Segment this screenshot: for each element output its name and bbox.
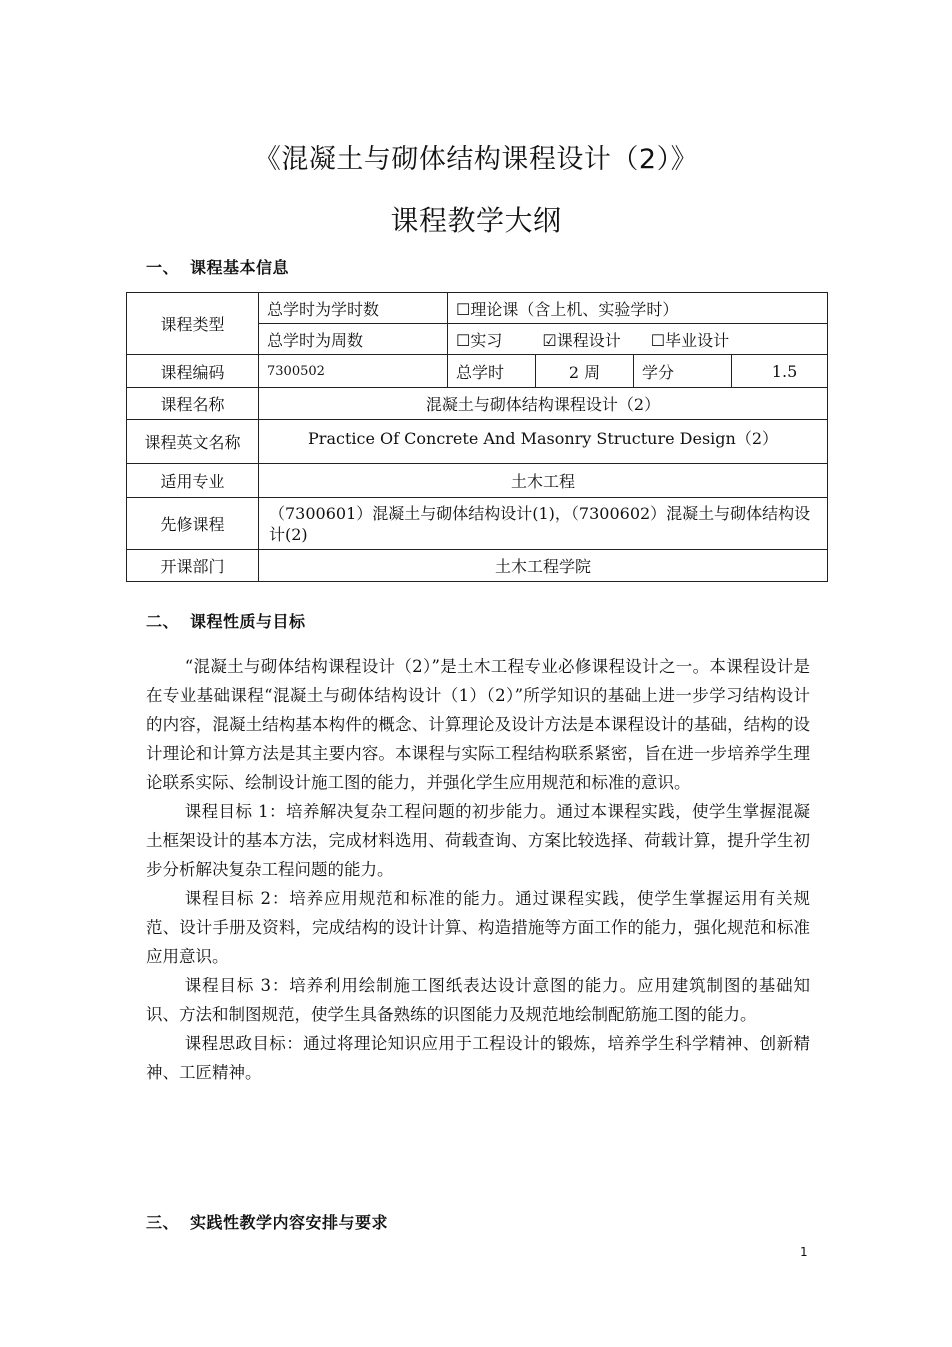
- section-title: 课程基本信息: [190, 258, 290, 277]
- course-type-label: 课程类型: [127, 293, 259, 355]
- section-heading-practical-content: [146, 1210, 388, 1233]
- hours-as-hours-label: 总学时为学时数: [259, 293, 448, 324]
- section-number: 二、: [146, 612, 180, 631]
- prerequisite-label: 先修课程: [127, 498, 259, 550]
- section-title: 实践性教学内容安排与要求: [190, 1213, 389, 1232]
- theory-option-checkbox: ☐理论课（含上机、实验学时）: [448, 293, 828, 324]
- course-name-label: 课程名称: [127, 388, 259, 420]
- course-info-table: [126, 292, 828, 582]
- course-name-value: 混凝土与砌体结构课程设计（2）: [259, 388, 828, 420]
- document-subtitle: 课程教学大纲: [390, 204, 562, 237]
- paragraph-goal-3: 课程目标 3：培养利用绘制施工图纸表达设计意图的能力。应用建筑制图的基础知识、方法和制图规范，使学生具备熟练的识图能力及规范地绘制配筋施工图的能力。: [146, 976, 810, 1024]
- paragraph-goal-1: 课程目标 1：培养解决复杂工程问题的初步能力。通过本课程实践，使学生掌握混凝土框架设计的基本方法，完成材料选用、荷载查询、方案比较选择、荷载计算，提升学生初步分析解决复杂工程问题的能力。: [146, 802, 810, 879]
- course-code-label: 课程编码: [127, 355, 259, 388]
- paragraph-ideological-goal: 课程思政目标：通过将理论知识应用于工程设计的锻炼，培养学生科学精神、创新精神、工匠精神。: [146, 1034, 810, 1082]
- section-title: 课程性质与目标: [190, 612, 306, 631]
- prerequisite-value: （7300601）混凝土与砌体结构设计(1)，（7300602）混凝土与砌体结构设计(2): [259, 498, 828, 550]
- credit-label: 学分: [634, 355, 732, 388]
- section-number: 三、: [146, 1213, 180, 1232]
- section-heading-nature-goals: [146, 609, 306, 632]
- total-hours-label: 总学时: [448, 355, 536, 388]
- credit-value: 1.5: [732, 355, 828, 388]
- department-value: 土木工程学院: [259, 550, 828, 582]
- course-code-value: 7300502: [259, 355, 448, 388]
- course-description: [146, 652, 810, 1087]
- document-title: 《混凝土与砌体结构课程设计（2）》: [253, 144, 699, 175]
- applicable-major-label: 适用专业: [127, 464, 259, 498]
- english-name-value: Practice Of Concrete And Masonry Structure Design（2）: [259, 420, 828, 464]
- paragraph-goal-2: 课程目标 2：培养应用规范和标准的能力。通过课程实践，使学生掌握运用有关规范、设计手册及资料，完成结构的设计计算、构造措施等方面工作的能力，强化规范和标准应用意识。: [146, 889, 810, 966]
- applicable-major-value: 土木工程: [259, 464, 828, 498]
- english-name-label: 课程英文名称: [127, 420, 259, 464]
- graduation-option-checkbox: ☐毕业设计: [650, 330, 730, 350]
- course-design-option-checkbox: ☑课程设计: [542, 330, 621, 350]
- section-number: 一、: [146, 258, 180, 277]
- internship-option-checkbox: ☐实习: [456, 330, 503, 350]
- paragraph-intro: “混凝土与砌体结构课程设计（2）”是土木工程专业必修课程设计之一。本课程设计是在专业基础课程“混凝土与砌体结构设计（1）（2）”所学知识的基础上进一步学习结构设计的内容，混凝土结构基本构件的概念、计算理论及设计方法是本课程设计的基础，结构的设计理论和计算方法是其主要内容。本课程与实际工程结构联系紧密，旨在进一步培养学生理论联系实际、绘制设计施工图的能力，并强化学生应用规范和标准的意识。: [146, 657, 810, 792]
- hours-as-weeks-label: 总学时为周数: [259, 324, 448, 355]
- total-hours-value: 2 周: [536, 355, 634, 388]
- page-number: 1: [800, 1245, 808, 1259]
- department-label: 开课部门: [127, 550, 259, 582]
- section-heading-basic-info: [146, 255, 289, 278]
- course-type-options: [448, 324, 828, 355]
